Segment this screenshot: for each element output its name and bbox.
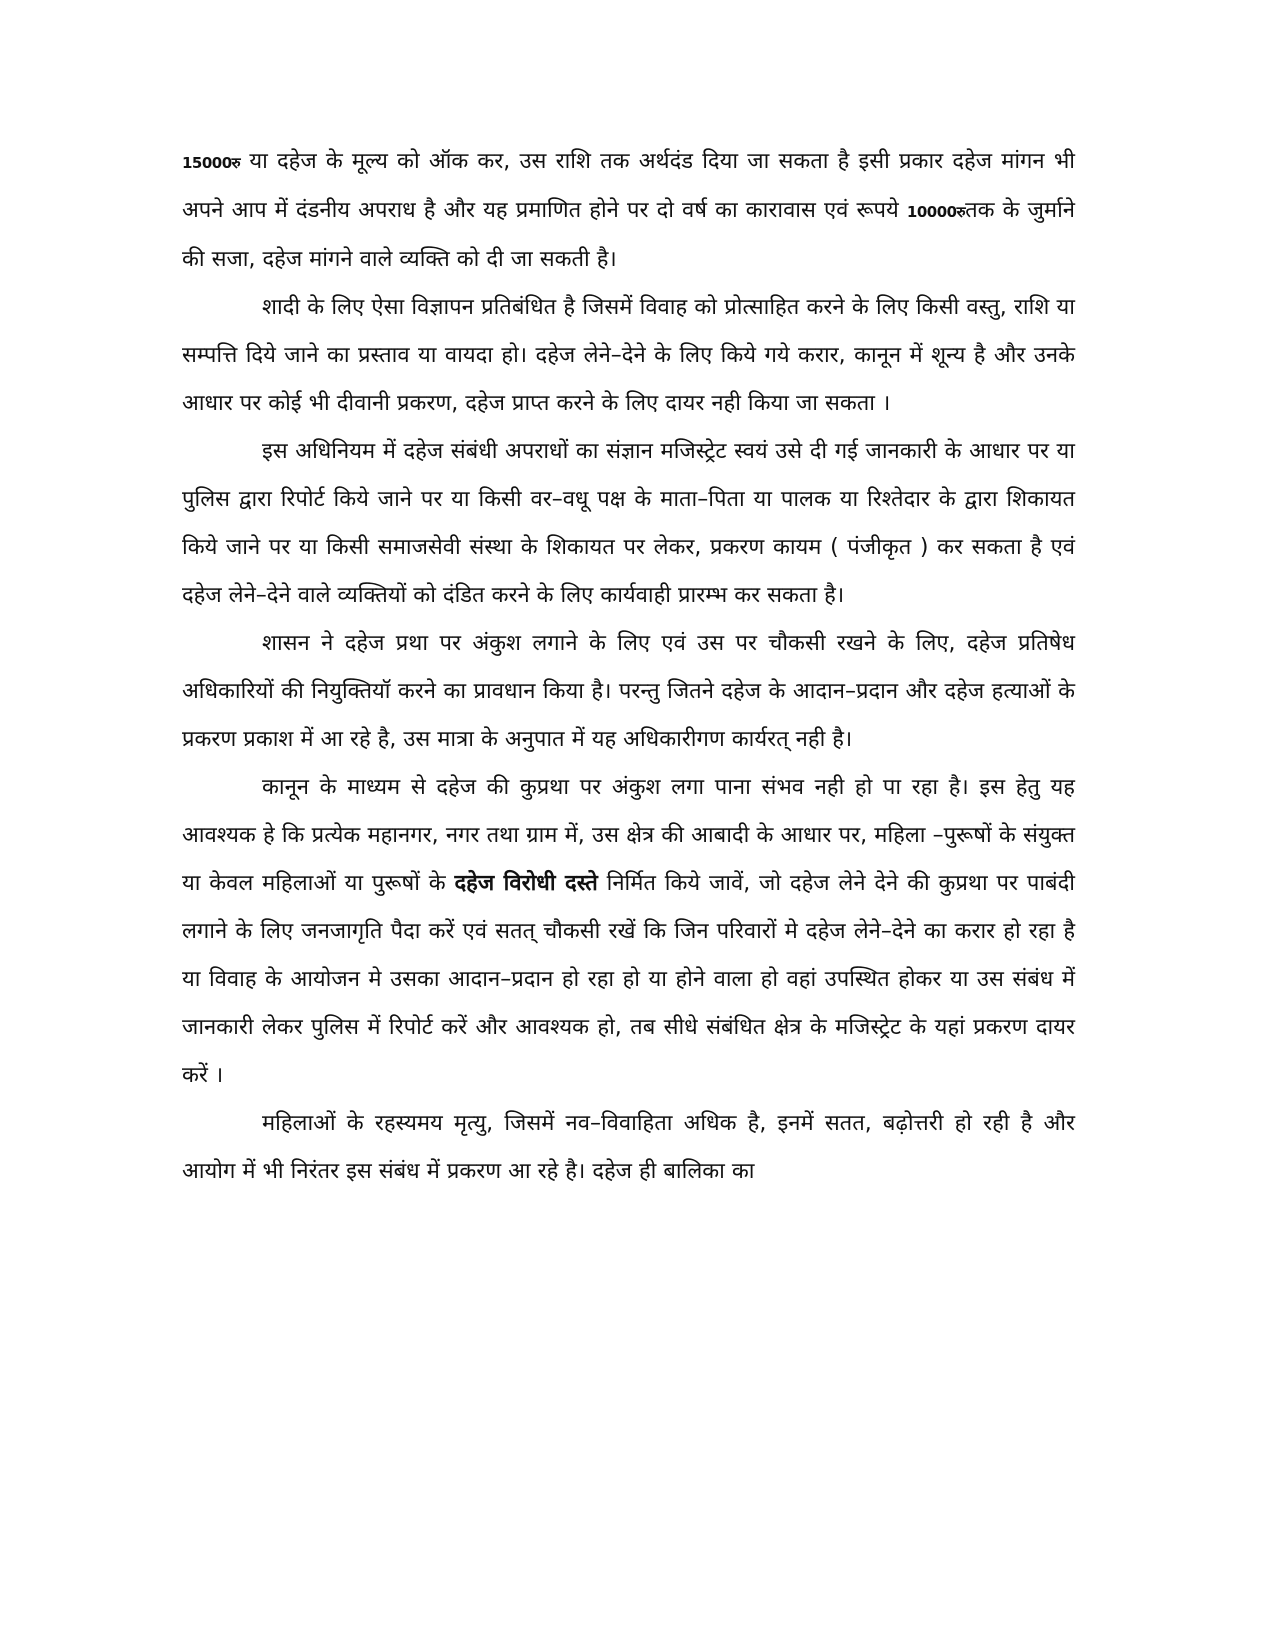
paragraph-officers: शासन ने दहेज प्रथा पर अंकुश लगाने के लिए एवं उस पर चौकसी रखने के लिए, दहेज प्रतिषेध अधिकारियों की नियुक्तियॉ करने का प्रावधान किया है। परन्तु जितने दहेज के आदान–प्रदान और दहेज हत्याओं के प्रकरण प्रकाश में आ रहे है, उस मात्रा के अनुपात में यह अधिकारीगण कार्यरत् नही है। <box>182 631 1075 752</box>
paragraph-penalty-text-end: तक के जुर्माने की सजा, दहेज मांगने वाले व्यक्ति को दी जा सकती है। <box>182 198 1075 272</box>
paragraph-penalty <box>182 138 1075 284</box>
paragraph-cognizance: इस अधिनियम में दहेज संबंधी अपराधों का संज्ञान मजिस्ट्रेट स्वयं उसे दी गई जानकारी के आधार पर या पुलिस द्वारा रिपोर्ट किये जाने पर या किसी वर–वधू पक्ष के माता–पिता या पालक या रिश्तेदार के द्वारा शिकायत किये जाने पर या किसी समाजसेवी संस्था के शिकायत पर लेकर, प्रकरण कायम ( पंजीकृत ) कर सकता है एवं दहेज लेने–देने वाले व्यक्तियों को दंडित करने के लिए कार्यवाही प्रारम्भ कर सकता है। <box>182 439 1075 608</box>
anti-dowry-squad-term: दहेज विरोधी दस्ते <box>454 871 598 896</box>
paragraph-squads-text-end: निर्मित किये जावें, जो दहेज लेने देने की कुप्रथा पर पाबंदी लगाने के लिए जनजागृति पैदा करें एवं सतत् चौकसी रखें कि जिन परिवारों मे दहेज लेने–देने का करार हो रहा है या विवाह के आयोजन मे उसका आदान–प्रदान हो रहा हो या होने वाला हो वहां उपस्थित होकर या उस संबंध में जानकारी लेकर पुलिस में रिपोर्ट करें और आवश्यक हो, तब सीधे संबंधित क्षेत्र के मजिस्ट्रेट के यहां प्रकरण दायर करें । <box>182 871 1075 1088</box>
paragraph-squads <box>182 764 1075 1100</box>
paragraph-advertisement: शादी के लिए ऐसा विज्ञापन प्रतिबंधित है जिसमें विवाह को प्रोत्साहित करने के लिए किसी वस्तु, राशि या सम्पत्ति दिये जाने का प्रस्ताव या वायदा हो। दहेज लेने–देने के लिए किये गये करार, कानून में शून्य है और उनके आधार पर कोई भी दीवानी प्रकरण, दहेज प्राप्त करने के लिए दायर नही किया जा सकता । <box>182 295 1075 416</box>
paragraph-penalty-text: या दहेज के मूल्य को ऑक कर, उस राशि तक अर्थदंड दिया जा सकता है इसी प्रकार दहेज मांगन भी अपने आप में दंडनीय अपराध है और यह प्रमाणित होने पर दो वर्ष का कारावास एवं रूपये <box>182 149 1075 223</box>
amount-15000: 15000रु <box>182 154 241 172</box>
document-body <box>182 138 1075 1196</box>
amount-10000: 10000रु <box>906 203 966 221</box>
paragraph-squads-text: कानून के माध्यम से दहेज की कुप्रथा पर अंकुश लगा पाना संभव नही हो पा रहा है। इस हेतु यह आवश्यक हे कि प्रत्येक महानगर, नगर तथा ग्राम में, उस क्षेत्र की आबादी के आधार पर, महिला –पुरूषों के संयुक्त या केवल महिलाओं या पुरूषों के <box>182 775 1075 896</box>
paragraph-deaths: महिलाओं के रहस्यमय मृत्यु, जिसमें नव–विवाहिता अधिक है, इनमें सतत, बढ़ोत्तरी हो रही है और आयोग में भी निरंतर इस संबंध में प्रकरण आ रहे है। दहेज ही बालिका का <box>182 1111 1075 1184</box>
